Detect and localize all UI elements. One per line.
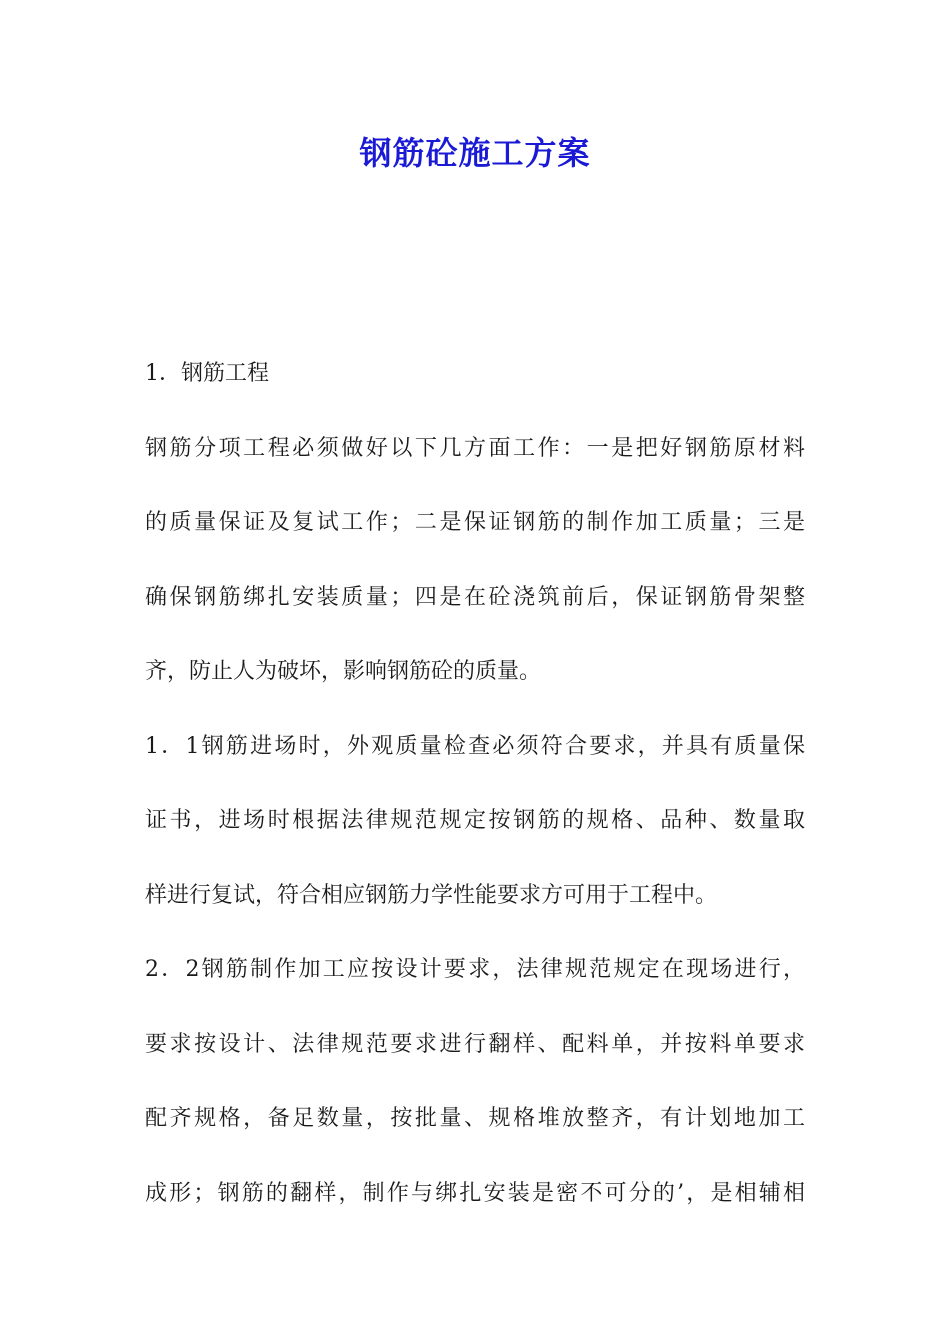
paragraph-line: 样进行复试，符合相应钢筋力学性能要求方可用于工程中。: [145, 882, 718, 908]
paragraph-line: 要求按设计、法律规范要求进行翻样、配料单，并按料单要求: [145, 1031, 805, 1057]
paragraph-line: 成形；钢筋的翻样，制作与绑扎安装是密不可分的’，是相辅相: [145, 1180, 805, 1206]
document-title: 钢筋砼施工方案: [359, 134, 591, 172]
paragraph-line: 证书，进场时根据法律规范规定按钢筋的规格、品种、数量取: [145, 808, 805, 833]
paragraph-line: 确保钢筋绑扎安装质量；四是在砼浇筑前后，保证钢筋骨架整: [145, 584, 805, 610]
paragraph-line: 钢筋分项工程必须做好以下几方面工作：一是把好钢筋原材料: [145, 435, 805, 461]
section-heading: 1．钢筋工程: [145, 361, 269, 386]
paragraph-line: 齐，防止人为破坏，影响钢筋砼的质量。: [145, 659, 542, 684]
paragraph-line: 2．2钢筋制作加工应按设计要求，法律规范规定在现场进行，: [145, 957, 805, 982]
paragraph-line: 的质量保证及复试工作；二是保证钢筋的制作加工质量；三是: [145, 510, 805, 535]
paragraph-line: 配齐规格，备足数量，按批量、规格堆放整齐，有计划地加工: [145, 1106, 805, 1131]
document-body: [145, 337, 805, 1231]
paragraph-line: 1．1钢筋进场时，外观质量检查必须符合要求，并具有质量保: [145, 733, 805, 759]
